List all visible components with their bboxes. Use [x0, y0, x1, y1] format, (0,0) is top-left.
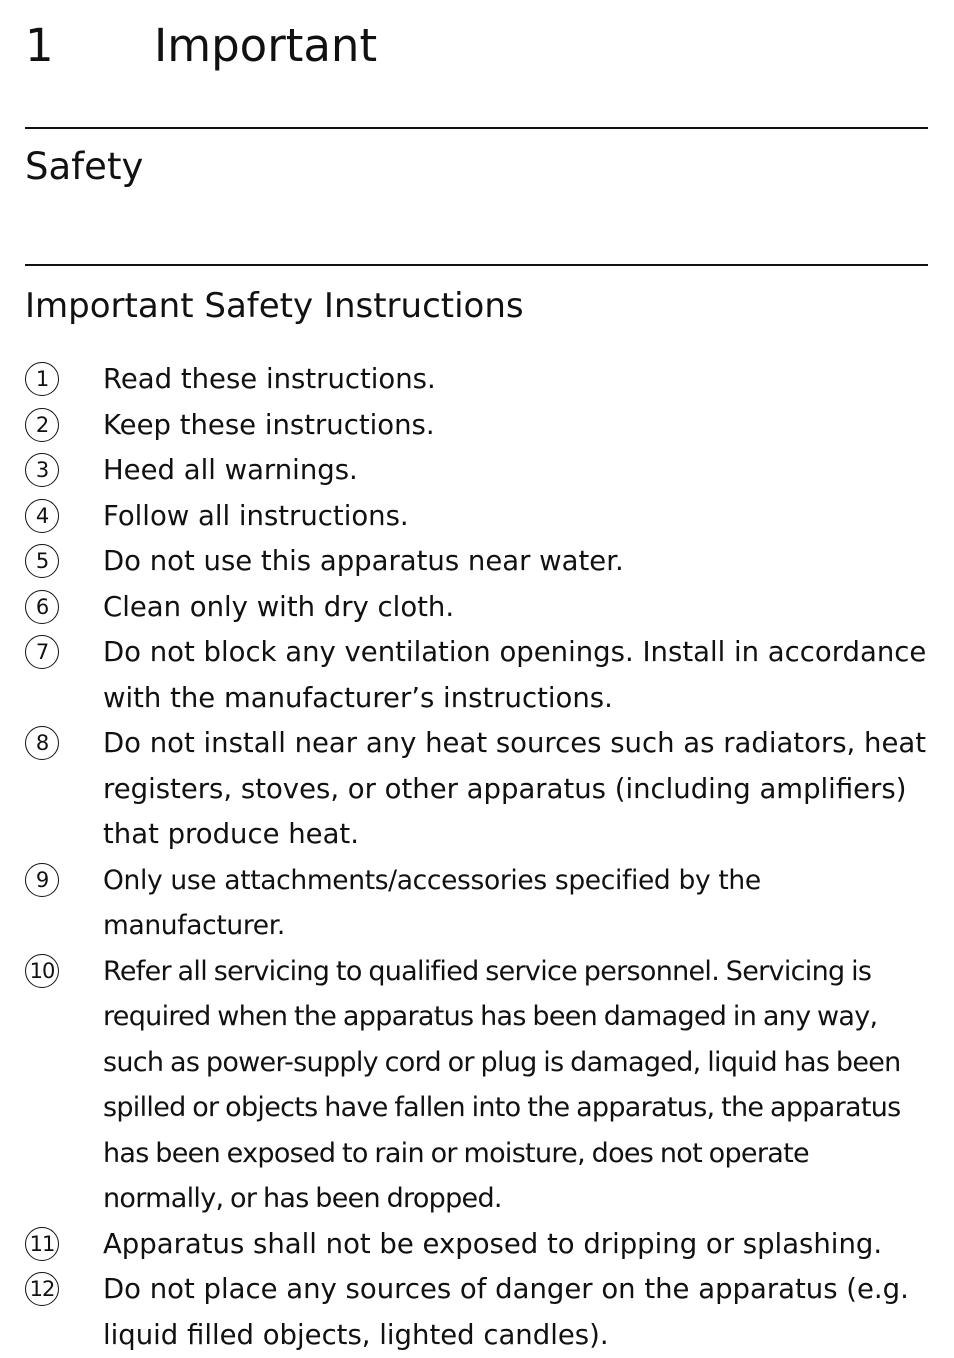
instruction-item: [25, 721, 935, 858]
section-divider: [25, 127, 928, 129]
item-number-badge: 5: [25, 544, 59, 578]
item-number-badge: 3: [25, 453, 59, 487]
instruction-item: [25, 357, 935, 403]
item-number-badge: 8: [25, 726, 59, 760]
instruction-item: [25, 494, 935, 540]
instruction-text: Read these instructions.: [103, 363, 436, 395]
instruction-text: Follow all instructions.: [103, 499, 409, 532]
instruction-text: Do not block any ventilation openings. Install in accordance with the manufacturer’s instructions.: [103, 636, 927, 714]
subsection-title: Important Safety Instructions: [25, 286, 524, 326]
instruction-item: [25, 585, 935, 631]
instruction-item: [25, 1267, 935, 1358]
instruction-item: [25, 630, 935, 721]
item-number-badge: 9: [25, 863, 59, 897]
instruction-item: [25, 539, 935, 585]
instruction-item: [25, 949, 935, 1222]
instruction-item: [25, 1222, 935, 1268]
instruction-list: [25, 357, 935, 1358]
instruction-text: Refer all servicing to qualified service personnel. Servicing is required when the apparatus has been damaged in any way, such as power-supply cord or plug is damaged, liquid has been spilled or objects have fallen into the apparatus, the apparatus has been exposed to rain or moisture, does not operate normally, or has been dropped.: [103, 955, 901, 1214]
chapter-number: 1: [25, 19, 54, 72]
item-number-badge: 1: [25, 362, 59, 396]
instruction-text: Clean only with dry cloth.: [103, 590, 455, 623]
item-number-badge: 12: [25, 1272, 59, 1306]
section-title: Safety: [25, 145, 144, 188]
item-number-badge: 10: [25, 954, 59, 988]
instruction-text: Do not use this apparatus near water.: [103, 545, 624, 577]
item-number-badge: 4: [25, 499, 59, 533]
item-number-badge: 11: [25, 1227, 59, 1261]
subsection-divider: [25, 264, 928, 266]
instruction-text: Do not place any sources of danger on the apparatus (e.g. liquid filled objects, lighted candles).: [103, 1273, 909, 1351]
chapter-title: Important: [154, 19, 378, 72]
instruction-text: Do not install near any heat sources such as radiators, heat registers, stoves, or other apparatus (including amplifiers) that produce heat.: [103, 727, 927, 850]
instruction-item: [25, 858, 935, 949]
instruction-text: Apparatus shall not be exposed to dripping or splashing.: [103, 1227, 883, 1260]
instruction-text: Heed all warnings.: [103, 454, 358, 486]
item-number-badge: 7: [25, 635, 59, 669]
instruction-text: Only use attachments/accessories specified by the manufacturer.: [103, 864, 761, 941]
item-number-badge: 2: [25, 408, 59, 442]
instruction-item: [25, 403, 935, 449]
instruction-item: [25, 448, 935, 494]
instruction-text: Keep these instructions.: [103, 408, 435, 441]
item-number-badge: 6: [25, 590, 59, 624]
